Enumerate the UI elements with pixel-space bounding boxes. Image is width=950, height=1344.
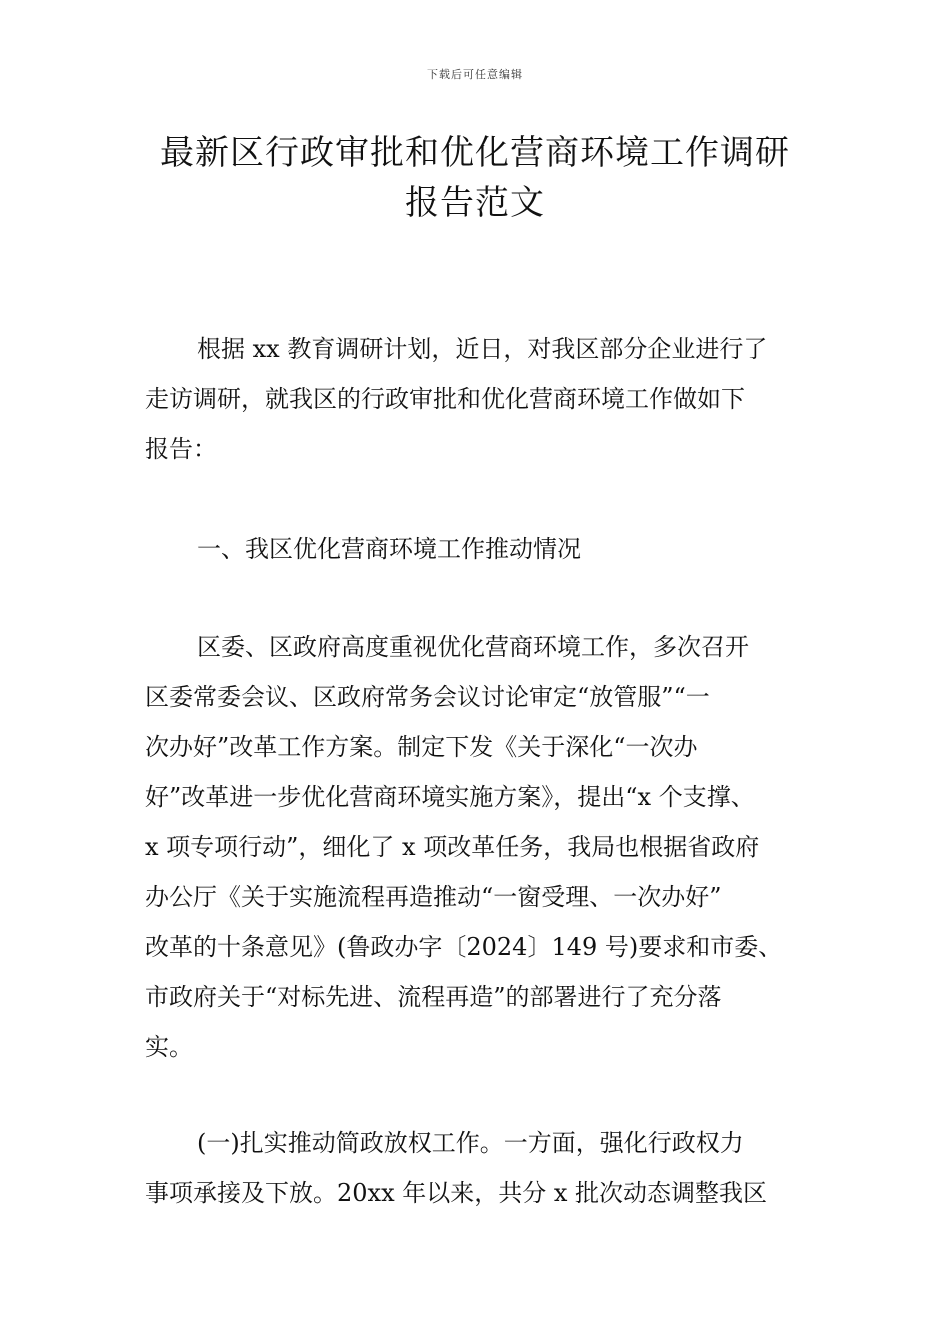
paragraph-line: 区委常委会议、区政府常务会议讨论审定“放管服”“一 [145, 683, 710, 711]
paragraph-line: 好”改革进一步优化营商环境实施方案》，提出“x 个支撑、 [145, 783, 755, 811]
paragraph-subsection-1 [145, 1118, 825, 1218]
paragraph-line: 区委、区政府高度重视优化营商环境工作，多次召开 [197, 633, 749, 661]
paragraph-line: 根据 xx 教育调研计划，近日，对我区部分企业进行了 [197, 335, 768, 363]
paragraph-line: 次办好”改革工作方案。制定下发《关于深化“一次办 [145, 733, 698, 761]
paragraph-line: 改革的十条意见》(鲁政办字〔2024〕149 号)要求和市委、 [145, 933, 783, 961]
paragraph [145, 524, 825, 574]
title-line: 报告范文 [405, 183, 545, 223]
paragraph [145, 324, 825, 474]
paragraph-line: (一)扎实推动简政放权工作。一方面，强化行政权力 [197, 1129, 744, 1157]
paragraph-line: 一、我区优化营商环境工作推动情况 [197, 535, 581, 563]
page-header: 下载后可任意编辑 [427, 68, 523, 81]
title-line: 最新区行政审批和优化营商环境工作调研 [160, 133, 790, 173]
paragraph-intro [145, 324, 825, 474]
paragraph-line: 实。 [145, 1033, 193, 1061]
paragraph-line: 走访调研，就我区的行政审批和优化营商环境工作做如下 [145, 385, 745, 413]
paragraph-line: x 项专项行动”，细化了 x 项改革任务，我局也根据省政府 [145, 833, 760, 861]
section-heading [145, 524, 825, 574]
paragraph-line: 事项承接及下放。20xx 年以来，共分 x 批次动态调整我区 [145, 1179, 768, 1207]
paragraph-overview [145, 622, 825, 1072]
document-title [100, 128, 850, 228]
paragraph-line: 办公厅《关于实施流程再造推动“一窗受理、一次办好” [145, 883, 722, 911]
paragraph [145, 622, 825, 1072]
paragraph-line: 报告： [145, 435, 217, 463]
paragraph-line: 市政府关于“对标先进、流程再造”的部署进行了充分落 [145, 983, 722, 1011]
paragraph [145, 1118, 825, 1218]
